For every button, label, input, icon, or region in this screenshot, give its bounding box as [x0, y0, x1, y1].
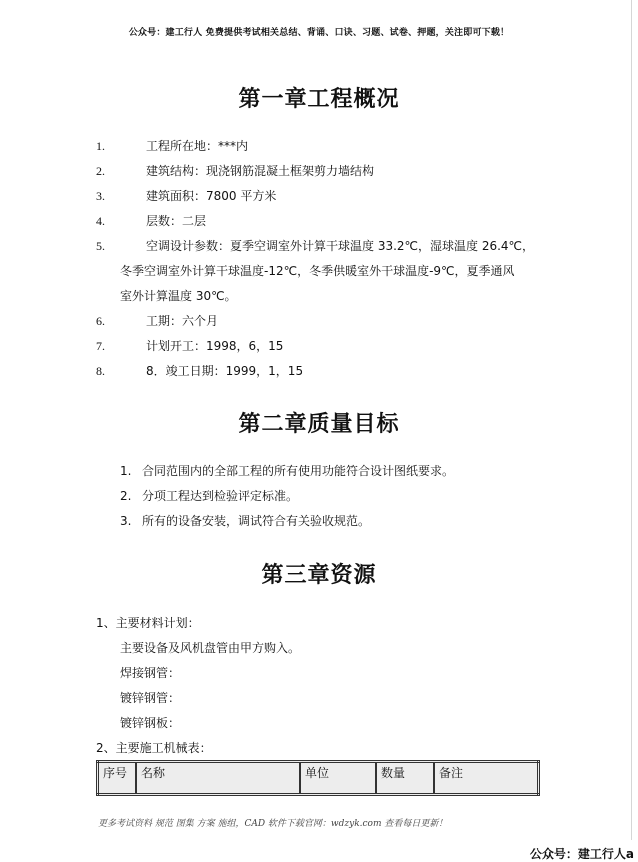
- item-number: 5.: [96, 239, 105, 253]
- chapter1-title: 第一章工程概况: [238, 86, 400, 112]
- item-number: 1.: [96, 139, 105, 153]
- item-number: 1.: [120, 464, 132, 478]
- col-header-unit: 单位: [300, 762, 376, 795]
- item-number: 3.: [120, 514, 132, 528]
- chapter3-title: 第三章资源: [261, 562, 377, 588]
- machinery-heading: 2、主要施工机械表：: [96, 741, 212, 755]
- item-number: 4.: [96, 214, 105, 228]
- item-number: 3.: [96, 189, 105, 203]
- col-header-remarks: 备注: [434, 762, 539, 795]
- materials-item: 主要设备及风机盘管由甲方购入。: [120, 641, 301, 655]
- brand-watermark: 公众号：建工行人a: [529, 847, 634, 861]
- footer-note: 更多考试资料 规范 图集 方案 施组，CAD 软件下载官网：wdzyk.com 查看每日更新！: [98, 819, 448, 829]
- chapter2-title: 第二章质量目标: [238, 411, 400, 437]
- item-number: 8.: [96, 364, 105, 378]
- materials-item: 焊接钢管：: [120, 666, 181, 680]
- machinery-table: [96, 760, 540, 796]
- item-text: 工程所在地：***内: [146, 139, 249, 153]
- item-number: 2.: [96, 164, 105, 178]
- item-text: 计划开工：1998，6，15: [146, 339, 284, 353]
- item-text: 空调设计参数：夏季空调室外计算干球温度 33.2℃，湿球温度 26.4℃，: [146, 239, 535, 253]
- header-notice: 公众号：建工行人 免费提供考试相关总结、背诵、口诀、习题、试卷、押题，关注即可下载！: [128, 28, 510, 38]
- col-header-quantity: 数量: [376, 762, 434, 795]
- item-text: 工期：六个月: [146, 314, 219, 328]
- table-header-row: [98, 762, 539, 795]
- item-number: 2.: [120, 489, 132, 503]
- item-text: 建筑面积：7800 平方米: [146, 189, 277, 203]
- item-text-continued: 冬季空调室外计算干球温度-12℃，冬季供暖室外干球温度-9℃，夏季通风: [120, 264, 515, 278]
- col-header-name: 名称: [136, 762, 300, 795]
- item-text: 建筑结构：现浇钢筋混凝土框架剪力墙结构: [146, 164, 375, 178]
- item-text: 分项工程达到检验评定标准。: [142, 489, 299, 503]
- materials-item: 镀锌钢管：: [120, 691, 181, 705]
- item-text: 合同范围内的全部工程的所有使用功能符合设计图纸要求。: [142, 464, 455, 478]
- item-text: 8．竣工日期：1999，1，15: [146, 364, 304, 378]
- item-text: 层数：二层: [146, 214, 207, 228]
- item-text: 所有的设备安装，调试符合有关验收规范。: [142, 514, 371, 528]
- item-number: 6.: [96, 314, 105, 328]
- materials-heading: 1、主要材料计划：: [96, 616, 200, 630]
- col-header-index: 序号: [98, 762, 137, 795]
- materials-item: 镀锌钢板：: [120, 716, 181, 730]
- item-number: 7.: [96, 339, 105, 353]
- item-text-continued: 室外计算温度 30℃。: [120, 289, 237, 303]
